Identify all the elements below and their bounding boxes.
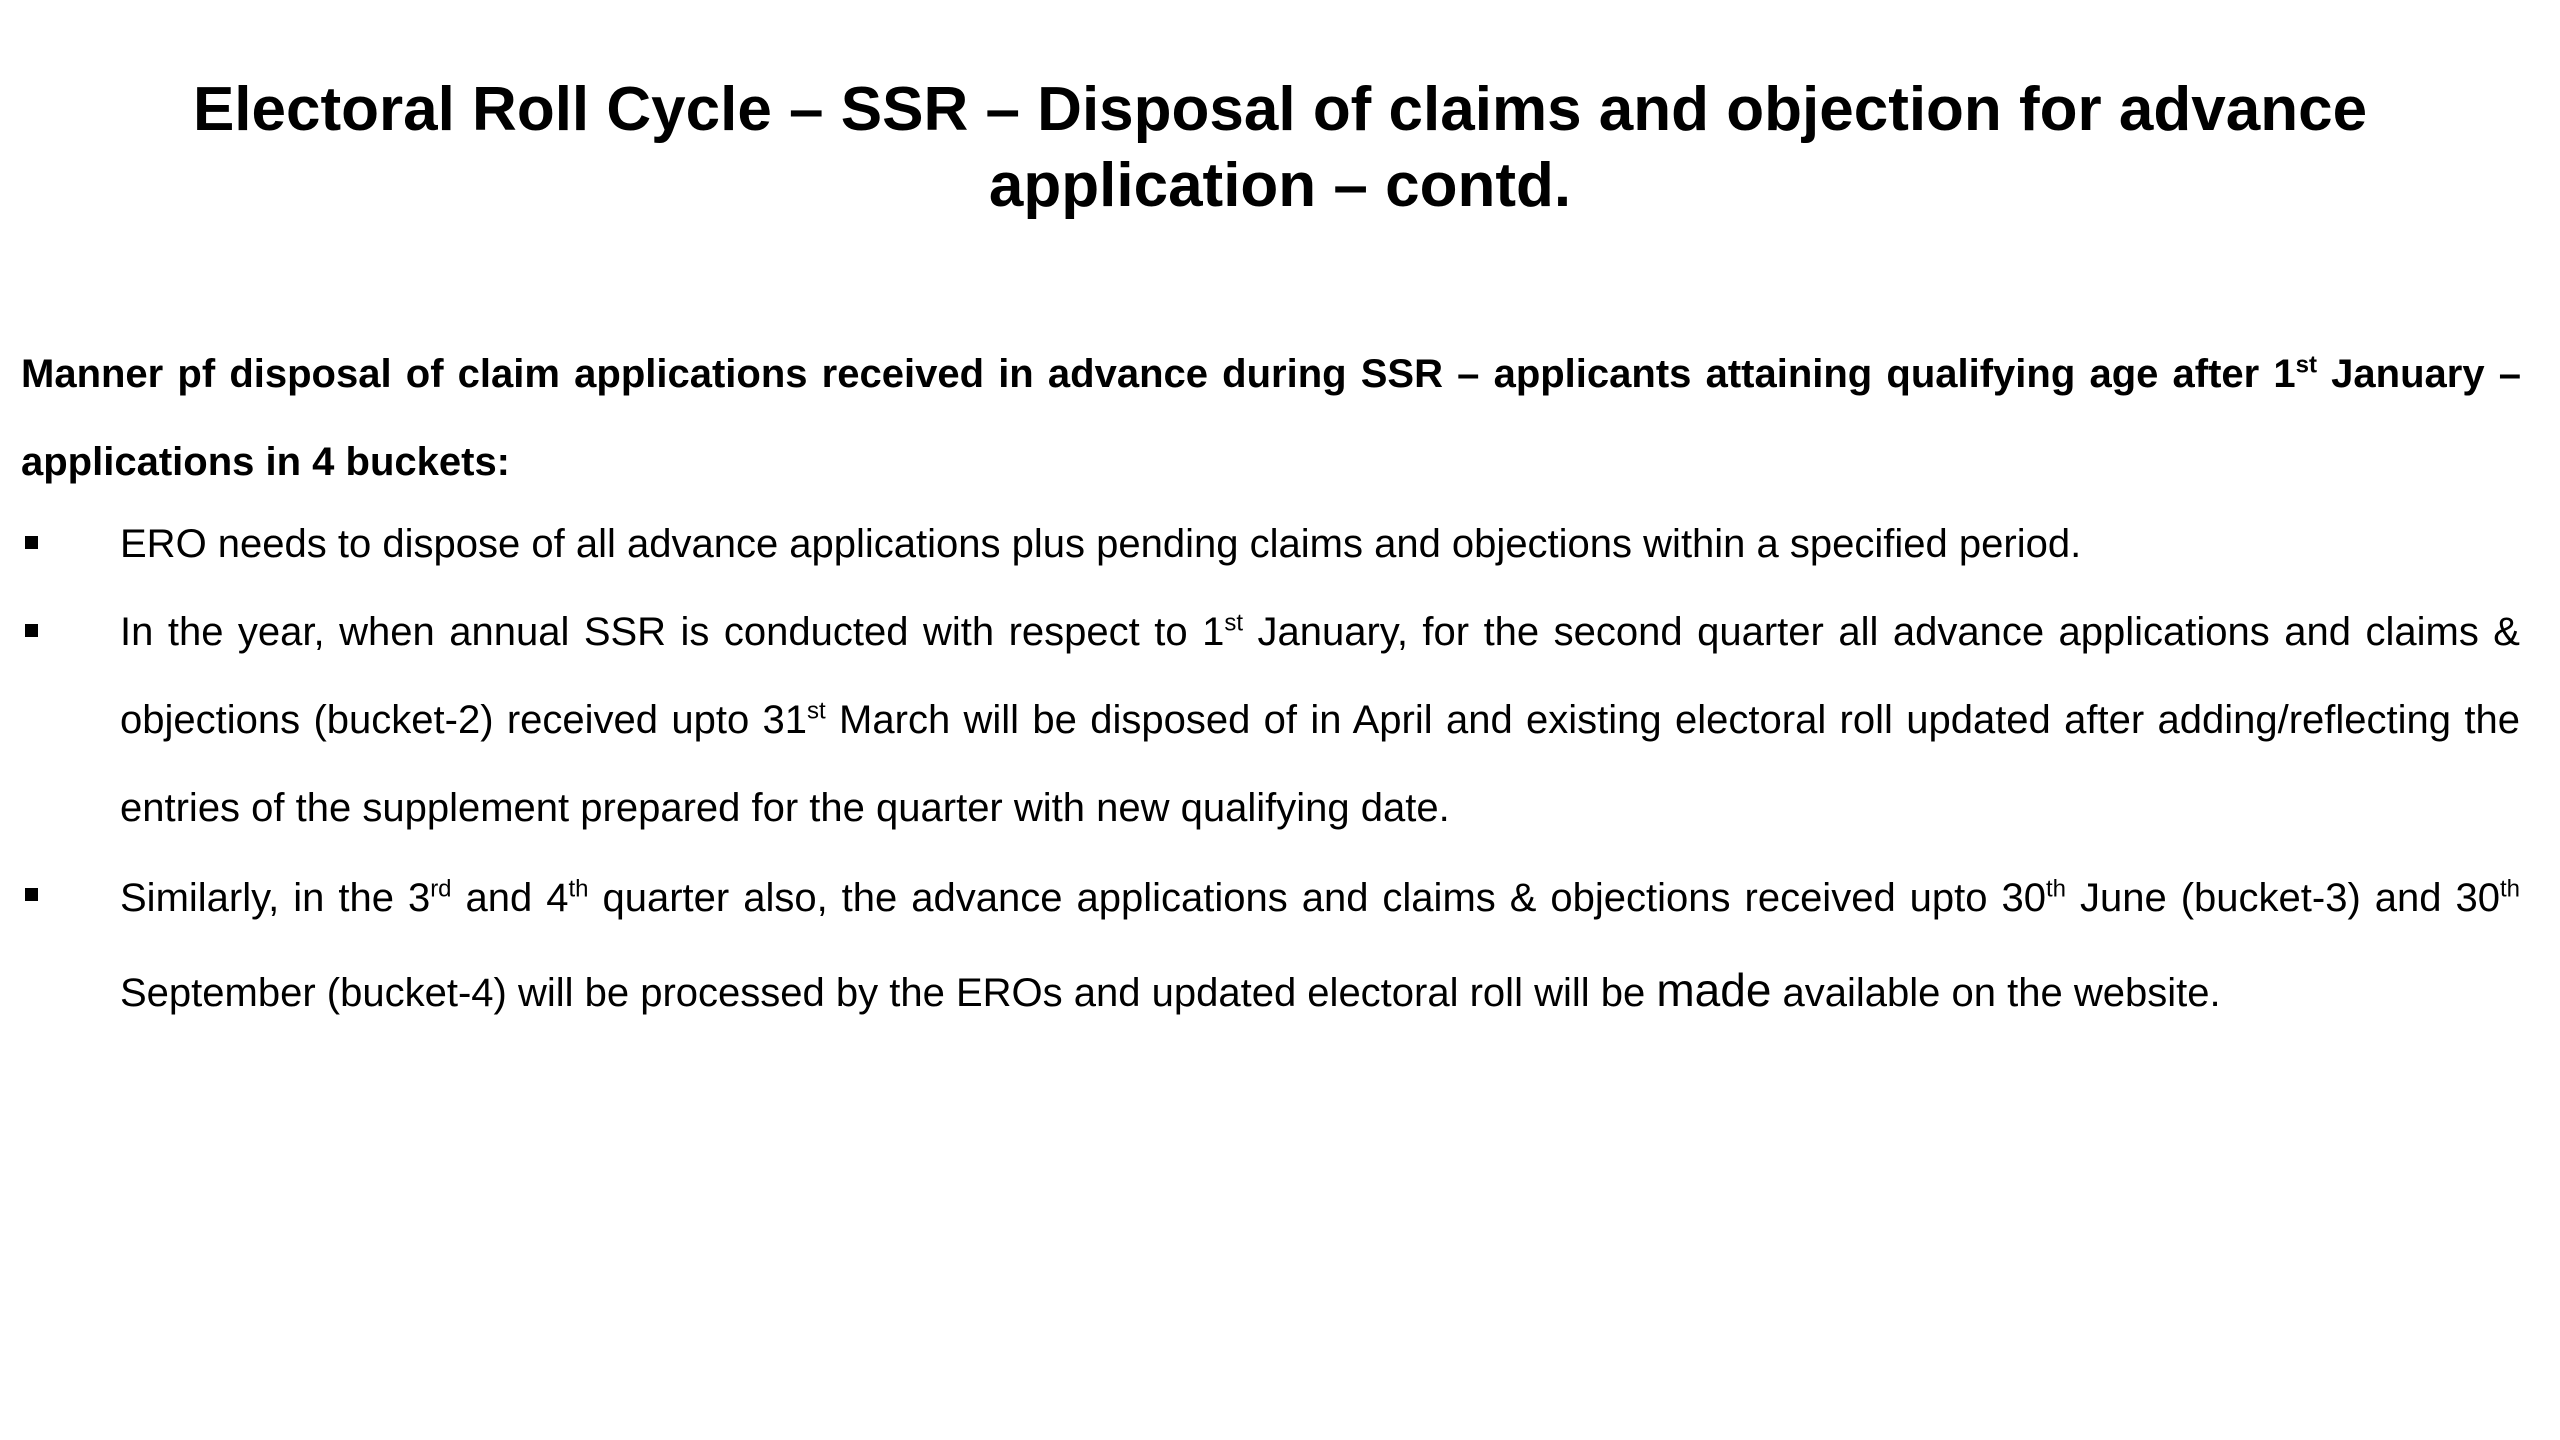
bullet-2-text-part-2: January, for the second quarter all advance applications and claims & objections (bucket-2) received upto 31 bbox=[120, 610, 2520, 742]
bullet-item-3 bbox=[0, 852, 2520, 1039]
bullet-3-larger-word: made bbox=[1656, 964, 1772, 1016]
bullet-2-text-part-3: March will be disposed of in April and existing electoral roll updated after adding/reflecting the entries of the supplement prepared for the quarter with new qualifying date. bbox=[120, 698, 2520, 830]
bullet-3-superscript-3: th bbox=[2046, 875, 2067, 903]
bullet-2-superscript-1: st bbox=[1224, 609, 1243, 637]
bullet-3-text-part-5: September (bucket-4) will be processed by the EROs and updated electoral roll will be bbox=[120, 971, 1657, 1015]
bullet-3-superscript-4: th bbox=[2499, 875, 2520, 903]
bullet-2-text-part-1: In the year, when annual SSR is conducted with respect to 1 bbox=[120, 610, 1225, 654]
bullet-3-text-part-2: and 4 bbox=[451, 876, 569, 920]
bullet-item-1 bbox=[0, 500, 2520, 588]
bullet-item-2 bbox=[0, 588, 2520, 852]
square-bullet-icon bbox=[25, 888, 38, 901]
bullet-3-text-part-4: June (bucket-3) and 30 bbox=[2066, 876, 2500, 920]
bullet-3-text-part-7: available on the website. bbox=[1771, 971, 2221, 1015]
bullet-list bbox=[0, 500, 2560, 1039]
intro-text-part-1: Manner pf disposal of claim applications received in advance during SSR – applicants attaining qualifying age after 1 bbox=[21, 352, 2296, 396]
intro-superscript: st bbox=[2295, 351, 2317, 379]
square-bullet-icon bbox=[25, 536, 38, 549]
bullet-3-superscript-2: th bbox=[568, 875, 589, 903]
bullet-3-superscript-1: rd bbox=[430, 875, 452, 903]
bullet-1-text: ERO needs to dispose of all advance applications plus pending claims and objections within a specified period. bbox=[120, 522, 2082, 566]
intro-text-part-2: January – applications in 4 buckets: bbox=[21, 352, 2521, 484]
square-bullet-icon bbox=[25, 624, 38, 637]
slide-title-line-1: Electoral Roll Cycle – SSR – Disposal of claims and objection for advance bbox=[192, 75, 2368, 144]
bullet-3-text-part-3: quarter also, the advance applications and claims & objections received upto 30 bbox=[588, 876, 2046, 920]
bullet-2-superscript-2: st bbox=[807, 697, 826, 725]
bullet-3-text-part-1: Similarly, in the 3 bbox=[120, 876, 431, 920]
slide-title bbox=[120, 72, 2440, 224]
intro-paragraph bbox=[21, 330, 2521, 506]
slide-title-line-2: application – contd. bbox=[988, 151, 1572, 220]
